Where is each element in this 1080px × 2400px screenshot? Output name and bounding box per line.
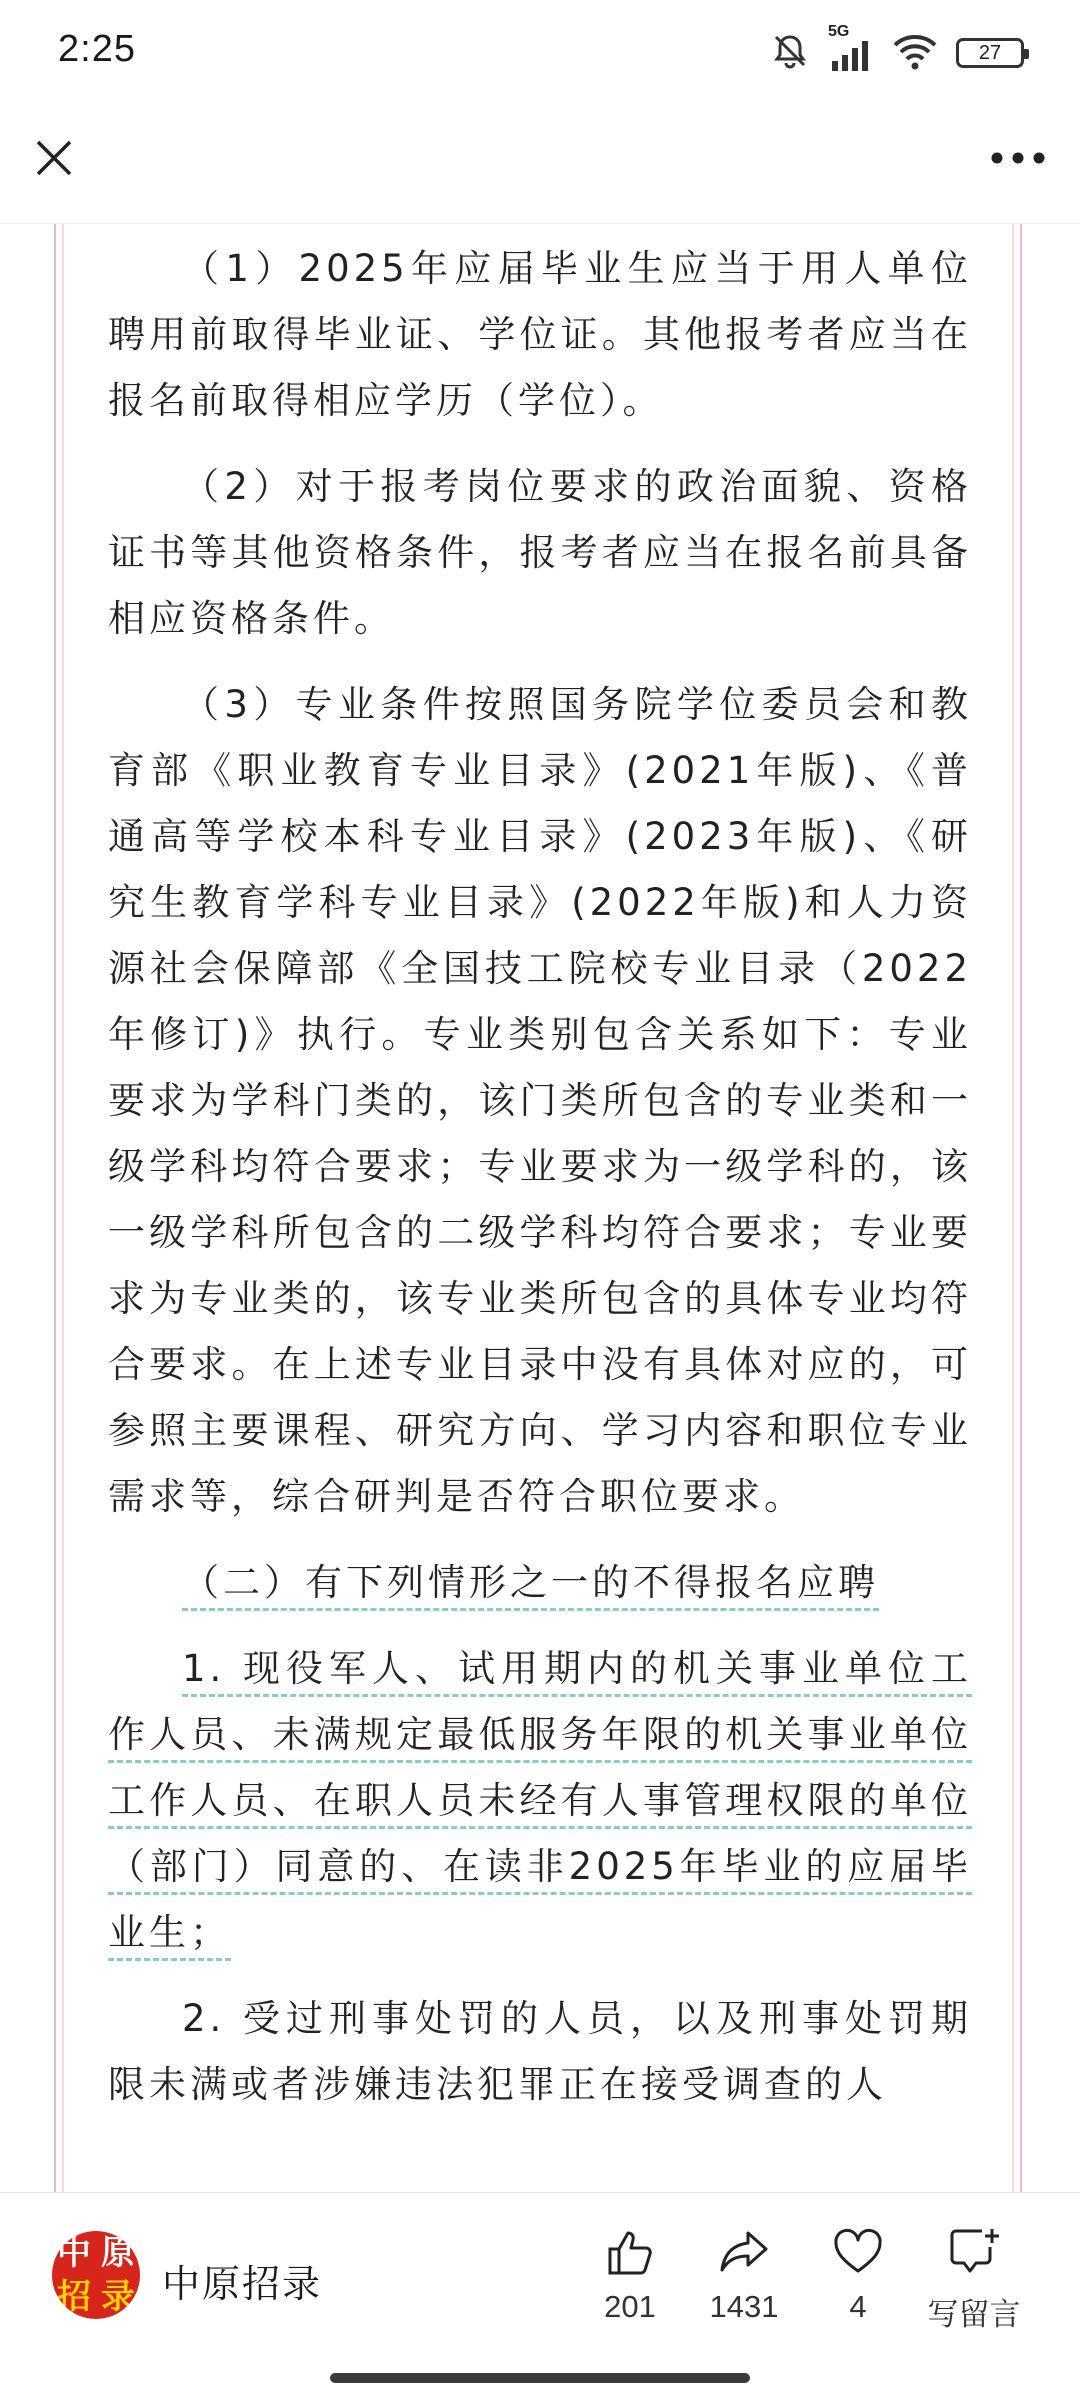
heart-icon — [830, 2223, 886, 2279]
more-icon — [990, 151, 1046, 165]
list-item-1-text: 1. 现役军人、试用期内的机关事业单位工作人员、未满规定最低服务年限的机关事业单位工作人员、在职人员未经有人事管理权限的单位（部门）同意的、在读非2025年毕业的应届毕业生； — [108, 1647, 972, 1961]
write-comment-label: 写留言 — [927, 2297, 1021, 2332]
logo-char: 招 — [57, 2277, 91, 2317]
share-icon — [716, 2223, 772, 2279]
mute-bell-icon — [770, 31, 810, 75]
article-body — [108, 236, 972, 2138]
signal-icon — [828, 23, 874, 73]
network-label: 5G — [828, 23, 850, 40]
status-time: 2:25 — [58, 28, 136, 70]
like-button[interactable] — [570, 2223, 690, 2325]
like-count: 201 — [604, 2289, 656, 2324]
section-heading-text: （二）有下列情形之一的不得报名应聘 — [182, 1561, 879, 1611]
logo-char: 录 — [101, 2277, 135, 2317]
top-app-bar — [0, 108, 1080, 224]
list-item-1 — [108, 1636, 972, 1966]
bottom-action-bar — [0, 2192, 1080, 2400]
favorite-count: 4 — [849, 2289, 867, 2324]
more-options-button[interactable] — [982, 132, 1054, 184]
share-button[interactable] — [684, 2223, 804, 2325]
wifi-icon — [892, 31, 938, 75]
status-icons — [770, 23, 1024, 78]
article-content[interactable] — [0, 224, 1080, 2192]
logo-char: 原 — [101, 2233, 135, 2273]
list-item-2: 2. 受过刑事处罚的人员，以及刑事处罚期限未满或者涉嫌违法犯罪正在接受调查的人 — [108, 1997, 972, 2106]
write-comment-button[interactable] — [914, 2223, 1034, 2334]
share-count: 1431 — [709, 2289, 779, 2324]
thumbs-up-icon — [602, 2223, 658, 2279]
close-button[interactable] — [28, 132, 80, 184]
paragraph-2: （2）对于报考岗位要求的政治面貌、资格证书等其他资格条件，报考者应当在报名前具备相应资格条件。 — [108, 465, 972, 640]
account-avatar[interactable] — [52, 2231, 140, 2319]
account-name[interactable]: 中原招录 — [162, 2262, 323, 2306]
paragraph-3: （3）专业条件按照国务院学位委员会和教育部《职业教育专业目录》(2021年版)、《普通高等学校本科专业目录》(2023年版)、《研究生教育学科专业目录》(2022年版)和人力资源社会保障部《全国技工院校专业目录（2022年修订)》执行。专业类别包含关系如下：专业要求为学科门类的，该门类所包含的专业类和一级学科均符合要求；专业要求为一级学科的，该一级学科所包含的二级学科均符合要求；专业要求为专业类的，该专业类所包含的具体专业均符合要求。在上述专业目录中没有具体对应的，可参照主要课程、研究方向、学习内容和职位专业需求等，综合研判是否符合职位要求。 — [108, 683, 972, 1518]
close-icon — [34, 138, 74, 178]
comment-add-icon — [946, 2223, 1002, 2279]
battery-icon: 27 — [956, 38, 1024, 68]
section-heading-2 — [108, 1550, 972, 1616]
logo-char: 中 — [57, 2233, 91, 2273]
status-bar — [0, 0, 1080, 108]
home-indicator[interactable] — [330, 2373, 750, 2383]
favorite-button[interactable] — [798, 2223, 918, 2325]
paragraph-1: （1）2025年应届毕业生应当于用人单位聘用前取得毕业证、学位证。其他报考者应当在报名前取得相应学历（学位）。 — [108, 247, 972, 422]
